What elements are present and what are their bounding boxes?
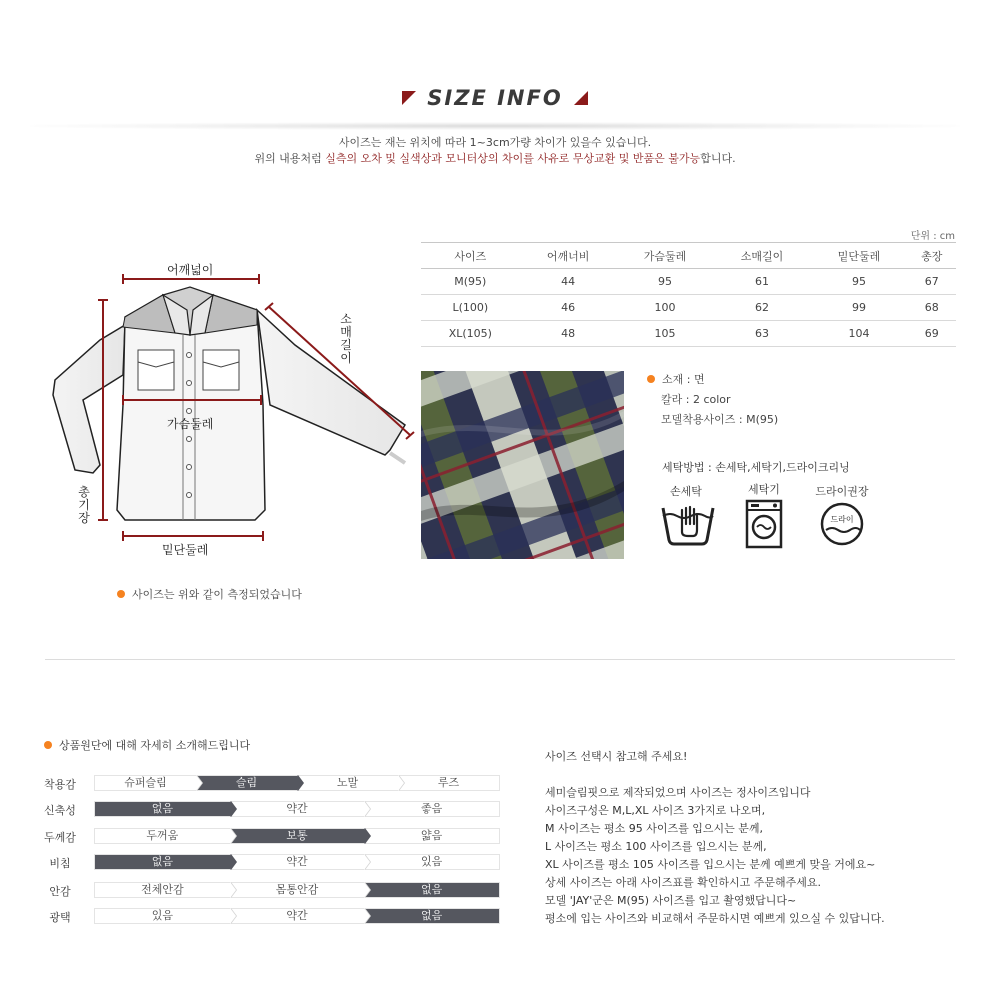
measure-note-text: 사이즈는 위와 같이 측정되었습니다 <box>132 588 302 601</box>
feature-option-label: 전체안감 <box>141 883 184 896</box>
separator-arrow-icon <box>364 801 370 817</box>
size-guide-line: 세미슬림핏으로 제작되었으며 사이즈는 정사이즈입니다 <box>545 786 811 799</box>
feature-option-label: 약간 <box>286 909 308 922</box>
fabric-text: 소재 : 면 <box>662 373 705 386</box>
feature-option-label: 없음 <box>421 883 443 896</box>
size-guide-line: 사이즈구성은 M,L,XL 사이즈 3가지로 나오며, <box>545 804 766 817</box>
table-cell: M(95) <box>421 269 520 295</box>
table-cell: 46 <box>520 295 617 321</box>
size-guide-line: 평소에 입는 사이즈와 비교해서 주문하시면 예쁘게 있으실 수 있답니다. <box>545 912 885 925</box>
size-guide-line: L 사이즈는 평소 100 사이즈를 입으시는 분께, <box>545 840 767 853</box>
size-guide-line: XL 사이즈를 평소 105 사이즈를 입으시는 분께 예쁘게 맞을 거에요~ <box>545 858 876 871</box>
hand-wash-label: 손세탁 <box>670 485 702 498</box>
model-size-line: 모델착용사이즈 : M(95) <box>661 413 779 426</box>
notice-text-end: 합니다. <box>700 152 736 165</box>
feature-option-label: 얇음 <box>421 829 443 842</box>
feature-label: 두께감 <box>44 831 76 844</box>
sleeve-char: 길 <box>340 338 352 352</box>
feature-scale <box>94 908 500 924</box>
length-char: 장 <box>78 511 90 525</box>
material-info <box>647 370 778 430</box>
sleeve-char: 매 <box>340 325 352 339</box>
size-notice <box>0 135 990 167</box>
table-cell: L(100) <box>421 295 520 321</box>
bullet-icon <box>44 741 52 749</box>
feature-label: 착용감 <box>44 778 76 791</box>
dry-clean-label: 드라이권장 <box>815 485 869 498</box>
table-row <box>421 321 956 347</box>
separator-arrow-icon <box>364 908 370 924</box>
feature-option <box>95 829 230 843</box>
feature-option <box>95 909 230 923</box>
feature-option-label: 두꺼움 <box>146 829 179 842</box>
table-header-cell: 어깨너비 <box>520 243 617 269</box>
section-title <box>0 86 990 116</box>
feature-option <box>95 776 196 790</box>
size-guide-line: 상세 사이즈는 아래 사이즈표를 확인하시고 주문해주세요. <box>545 876 822 889</box>
separator-arrow-icon <box>364 854 370 870</box>
plaid-fabric-image <box>421 371 624 559</box>
separator-arrow-icon <box>230 801 236 817</box>
separator-arrow-icon <box>364 828 370 844</box>
feature-option-label: 몸통안감 <box>275 883 319 896</box>
feature-option <box>230 829 365 843</box>
feature-option <box>95 883 230 897</box>
feature-option <box>364 883 499 897</box>
page-title: SIZE INFO <box>427 86 563 110</box>
table-header-row <box>421 243 956 269</box>
table-cell: 62 <box>714 295 811 321</box>
table-cell: 105 <box>617 321 714 347</box>
washing-machine-icon <box>745 499 783 549</box>
size-guide-line: M 사이즈는 평소 95 사이즈를 입으시는 분께, <box>545 822 763 835</box>
hand-wash-icon <box>660 502 716 546</box>
size-guide <box>545 748 965 928</box>
table-cell: 95 <box>810 269 907 295</box>
table-cell: 104 <box>810 321 907 347</box>
feature-option <box>230 802 365 816</box>
table-cell: 67 <box>907 269 956 295</box>
fabric-line <box>647 370 778 390</box>
separator-arrow-icon <box>398 775 404 791</box>
length-char: 총 <box>78 485 90 499</box>
shoulder-label: 어깨넓이 <box>167 263 214 277</box>
feature-option-label: 없음 <box>151 855 173 868</box>
separator-arrow-icon <box>230 828 236 844</box>
feature-option-label: 루즈 <box>437 776 460 789</box>
table-cell: XL(105) <box>421 321 520 347</box>
separator-arrow-icon <box>230 882 236 898</box>
fabric-photo <box>421 371 624 559</box>
table-cell: 63 <box>714 321 811 347</box>
feature-scale <box>94 801 500 817</box>
feature-option-label: 약간 <box>286 855 308 868</box>
sleeve-label <box>339 313 353 365</box>
hem-label: 밑단둘레 <box>162 543 209 557</box>
feature-label: 비침 <box>49 857 71 870</box>
feature-option <box>364 802 499 816</box>
notice-warning: 실측의 오차 및 실색상과 모니터상의 차이를 사유로 무상교환 및 반품은 불가능 <box>325 152 701 165</box>
feature-option <box>230 883 365 897</box>
feature-label: 광택 <box>49 911 71 924</box>
feature-option-label: 있음 <box>421 855 443 868</box>
feature-scale <box>94 828 500 844</box>
table-cell: 95 <box>617 269 714 295</box>
separator-arrow-icon <box>196 775 202 791</box>
length-char: 기 <box>78 498 90 512</box>
feature-option <box>364 909 499 923</box>
color-line: 칼라 : 2 color <box>661 393 731 406</box>
feature-label: 신축성 <box>44 804 76 817</box>
feature-option <box>364 829 499 843</box>
sleeve-char: 이 <box>340 351 352 365</box>
dry-clean-icon <box>818 502 866 546</box>
feature-option <box>230 909 365 923</box>
feature-option <box>230 855 365 869</box>
separator-arrow-icon <box>230 908 236 924</box>
feature-option-label: 슬림 <box>235 776 258 789</box>
feature-option-label: 좋음 <box>421 802 443 815</box>
table-cell: 48 <box>520 321 617 347</box>
feature-option <box>95 855 230 869</box>
table-header-cell: 가슴둘레 <box>617 243 714 269</box>
feature-option-label: 없음 <box>421 909 443 922</box>
fabric-detail-title <box>44 737 250 753</box>
fabric-detail-title-text: 상품원단에 대해 자세히 소개해드립니다 <box>59 739 251 752</box>
separator-arrow-icon <box>230 854 236 870</box>
feature-scale <box>94 854 500 870</box>
washer-label: 세탁기 <box>748 483 780 496</box>
feature-option <box>95 802 230 816</box>
feature-option-label: 약간 <box>286 802 308 815</box>
table-cell: 61 <box>714 269 811 295</box>
table-row <box>421 295 956 321</box>
table-header-cell: 사이즈 <box>421 243 520 269</box>
table-cell: 99 <box>810 295 907 321</box>
feature-scale <box>94 882 500 898</box>
feature-option-label: 있음 <box>151 909 173 922</box>
title-divider <box>30 122 960 130</box>
feature-option-label: 보통 <box>286 829 308 842</box>
table-cell: 100 <box>617 295 714 321</box>
table-cell: 68 <box>907 295 956 321</box>
feature-option <box>297 776 398 790</box>
dry-clean-icon-text: 드라이 <box>830 515 854 524</box>
shirt-diagram <box>45 255 425 560</box>
table-cell: 69 <box>907 321 956 347</box>
feature-option <box>398 776 499 790</box>
bullet-icon <box>117 590 125 598</box>
wash-method: 세탁방법 : 손세탁,세탁기,드라이크리닝 <box>662 461 850 474</box>
table-header-cell: 밑단둘레 <box>810 243 907 269</box>
title-right-triangle-icon <box>574 91 588 105</box>
size-guide-line: 모델 'JAY'군은 M(95) 사이즈를 입고 촬영했답니다~ <box>545 894 797 907</box>
section-divider <box>45 659 955 660</box>
feature-label: 안감 <box>49 885 71 898</box>
feature-option-label: 없음 <box>151 802 173 815</box>
length-label <box>77 486 91 525</box>
notice-text: 위의 내용처럼 <box>254 152 326 165</box>
table-row <box>421 269 956 295</box>
measure-note <box>117 586 302 602</box>
table-cell: 44 <box>520 269 617 295</box>
table-header-cell: 총장 <box>907 243 956 269</box>
table-header-cell: 소매길이 <box>714 243 811 269</box>
feature-scale <box>94 775 500 791</box>
size-guide-title: 사이즈 선택시 참고해 주세요! <box>545 750 688 763</box>
unit-label: 단위 : cm <box>910 231 955 242</box>
feature-option-label: 슈퍼슬림 <box>124 776 167 789</box>
bullet-icon <box>647 375 655 383</box>
notice-line-2 <box>0 151 990 167</box>
separator-arrow-icon <box>364 882 370 898</box>
chest-label: 가슴둘레 <box>167 417 214 431</box>
sleeve-char: 소 <box>340 312 352 326</box>
feature-option <box>364 855 499 869</box>
feature-option-label: 노말 <box>336 776 359 789</box>
feature-option <box>196 776 297 790</box>
title-left-triangle-icon <box>402 91 416 105</box>
separator-arrow-icon <box>297 775 303 791</box>
shirt-illustration <box>45 255 425 560</box>
notice-line-1: 사이즈는 재는 위치에 따라 1~3cm가량 차이가 있을수 있습니다. <box>338 136 652 149</box>
size-table <box>421 242 956 347</box>
